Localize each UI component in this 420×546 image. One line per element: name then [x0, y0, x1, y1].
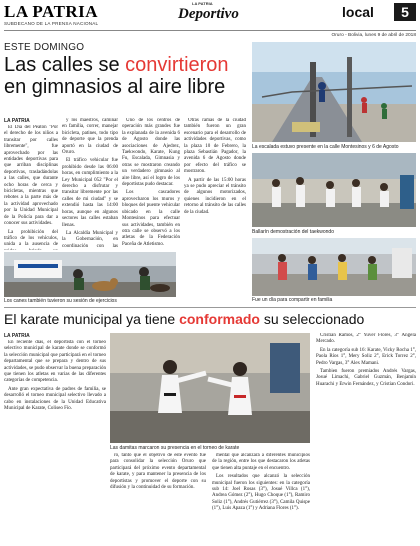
story1-column-3	[122, 118, 180, 250]
story1-column-4	[184, 118, 246, 298]
newspaper-logo[interactable]: LA PATRIA	[4, 2, 99, 21]
story1-headline[interactable]	[4, 54, 249, 98]
deportivo-logo-small: LA PATRIA	[192, 1, 213, 6]
photo-climbing-wall[interactable]	[252, 42, 416, 142]
story2-c2-p1: ro, tanto que el objetivo de este evento fue para consolidar la selección Oruro que participará del próximo evento departamental de karate, y para mantener la presencia de los deportistas y promover el deporte con su difusión y la continuidad de su formación.	[110, 453, 206, 491]
story2-column-1	[4, 340, 106, 544]
story1-c4-p2: A partir de las 15:00 horas ya se pudo apreciar el tránsito de algunos motorizados, quienes incidieron en el retorno al tránsito de las calles de la ciudad.	[184, 177, 246, 215]
caption-right: Fue un día para compartir en familia	[252, 297, 333, 303]
dateline: Oruro - Bolivia, lunes 9 de abril de 2018	[331, 33, 416, 38]
story2-column-4	[316, 333, 416, 544]
caption-mid: Ballarín demostración del taekwondo	[252, 229, 334, 235]
caption-top: La escalada estuvo presente en la calle Montesinos y 6 de Agosto	[252, 144, 399, 150]
section-label: local	[342, 4, 374, 20]
story2-column-2	[110, 453, 206, 544]
story2-headline[interactable]	[4, 311, 416, 327]
story1-column-2	[62, 118, 118, 250]
newspaper-tagline: SUBDECANO DE LA PRENSA NACIONAL	[4, 21, 99, 26]
story2-c4-p3: Tambien fueron premiados Andrés Vargas, Josué Limachi, Gabriel Guzmán, Benjamín Huarachi y Erwin Fernández, y Cristian Condori.	[316, 369, 416, 387]
caption-karate: Las damitas marcaron su presencia en el torneo de karate	[110, 445, 240, 451]
photo-climbing-wall-image	[252, 42, 416, 142]
story1-c3-p2: Los cascadores aprovecharon los muros y bloques del puente vehicular ubicado en la calle Montesinos para efectuar sus actividades, también en otra calle se observó a los atletas de la Federación Paceña de Atletismo.	[122, 190, 180, 247]
photo-family[interactable]	[252, 238, 416, 296]
story1-headline-part2: en gimnasios al aire libre	[4, 76, 226, 98]
photo-taekwondo-image	[252, 153, 416, 227]
story2-c3-p2: Los resultados que alcanzó la selección municipal fueron los siguientes: en la categoría sub 14: Joel Rosas (3°), Josué Villca (1°), Andrea Gómez (2°), Hugo Choque (1°), Ramiro Soliz (1°), Andrés Gutiérrez (3°), Camila Quispe (1°), Luis Apaza (1°) y Adriana Flores (1°).	[212, 474, 310, 512]
story2-c3-p1: mental que alcanzará a diferentes municipios de la región, entre los que destacaron los atletas que tienen alta puntaje en el encuentro.	[212, 453, 310, 471]
story1-c1-p2: La prohibición del tráfico de los vehículos, unida a la ausencia de	[4, 229, 58, 248]
story2-column-3	[212, 453, 310, 544]
deportivo-logo-title: Deportivo	[178, 6, 239, 22]
photo-taekwondo[interactable]	[252, 153, 416, 227]
story1-c2-p1: y los maestros, caminar en familia, correr, manejar bicicleta, patines, todo tipo de deporte que la prenda aportó en la ciudad de Oruro.	[62, 118, 118, 156]
story2-c1-p2: Ante gran expectativa de padres de familia, se desarrolló el torneo municipal selectivo llevado a cabo en instalaciones de la Unidad Educativa Municipal de Karate, Coliseo Fío.	[4, 386, 106, 412]
story1-kicker: ESTE DOMINGO	[4, 42, 85, 53]
masthead	[0, 0, 420, 46]
photo-dogs[interactable]	[4, 252, 176, 297]
photo-dogs-image	[4, 252, 176, 297]
story2-headline-part2: su seleccionado	[259, 311, 365, 327]
story2-c1-p1: En reciente días, el deportista con el torneo selectivo municipal de karate donde se conformó la selección municipal que participará en el torneo departamental que se prepara y dentro de sus actividades, se pudo observar la buena preparación que tienen los atletas en varias de las diferentes categorías de competencia.	[4, 340, 106, 384]
caption-left: Los canes también tuvieron su sesión de ejercicios	[4, 298, 117, 304]
masthead-rule	[4, 30, 416, 31]
story1-byline: LA PATRIA	[4, 118, 30, 124]
photo-karate[interactable]	[110, 333, 310, 443]
story2-byline: LA PATRIA	[4, 333, 30, 339]
story2-c4-p2: En la categoría sub 16: Karate, Vicky Rocha 1°, Paola Ríos 1°, Mery Soliz 2°, Erick Torrez 2°, Pedro Vargas, 3° Alex Mamani.	[316, 347, 416, 366]
story1-headline-highlight: convirtieron	[125, 54, 229, 76]
story1-headline-part1: Las calles se	[4, 54, 126, 76]
photo-karate-image	[110, 333, 310, 443]
story-divider	[4, 307, 416, 308]
story1-c2-p3: La Alcaldía Municipal y la Gobernación, en coordinación con las	[62, 230, 118, 249]
story1-column-1	[4, 125, 58, 250]
photo-family-image	[252, 238, 416, 296]
story1-c4-p1: Otras ramas de la ciudad también fueron un gran escenario para el desarrollo de actividades deportivas, como la plaza 10 de Febrero, la plaza Sebastián Pagador, la avenida 6 de Agosto donde por efecto del tráfico se mostraron.	[184, 118, 246, 175]
story2-headline-part1: El karate municipal ya tiene	[4, 311, 180, 327]
story1-c2-p2: El tráfico vehicular fue prohibido desde las 06:00 horas, en cumplimiento a la Ley Municipal 052 "Por el derecho a disfrutar y transitar libremente por las calles de mi ciudad" y se extendió hasta las 14:00 horas, aunque en algunos sectores las calles estaban llenas.	[62, 158, 118, 228]
story2-c4-p1: Cristian Ramos, 2° Yuver Flores, 3° Ángela Mercado.	[316, 333, 416, 345]
story2-headline-highlight: conformado	[179, 311, 260, 327]
deportivo-logo	[178, 1, 238, 31]
story1-c1-p1: El Día del Peatón "Por el derecho de los niños a transitar por calles libremente", fue aprovechado por las entidades deportivas para que arriban disciplinas deportivas, trasladándolas a las calles, que durante ocho horas de cerca y bicicletas, mientras que rebotes a la parte más de la actividad aprovechado por la Unidad Municipal de la Policía para dar a conocer sus actividades.	[4, 125, 58, 227]
page-number: 5	[394, 3, 416, 21]
story1-c3-p1: Uno de los centros de operación más grandes fue la explanada de la avenida 6 de Agosto donde las asociaciones de Ajedrez, Taekwondo, Karate, Kung Fu, Escalada, Gimnasia y otras se mostraron creando un verdadero gimnasio al aire libre, así el logro de los deportistas pudo destacar.	[122, 118, 180, 188]
